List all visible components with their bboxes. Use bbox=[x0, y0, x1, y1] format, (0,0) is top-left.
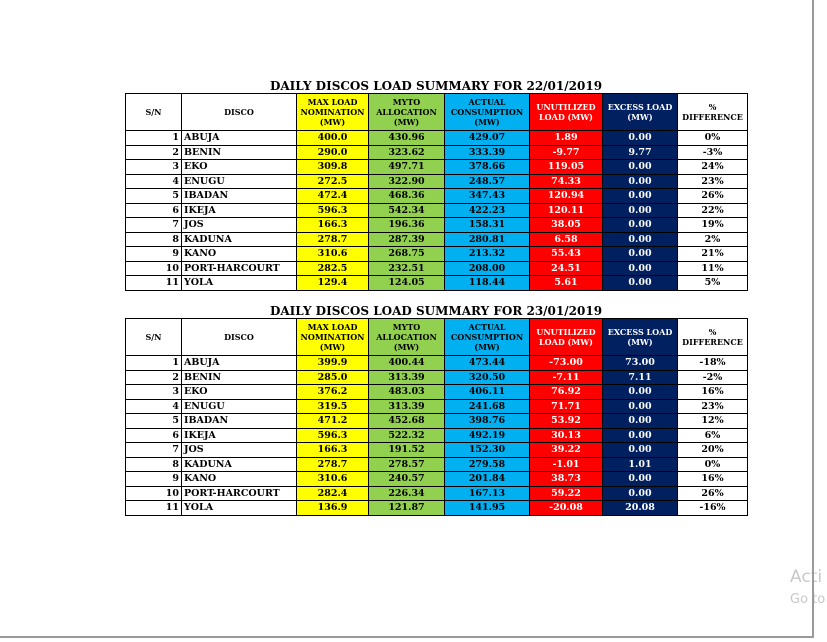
myto-cell: 240.57 bbox=[369, 472, 445, 487]
header-actual: ACTUAL CONSUMPTION (MW) bbox=[445, 94, 530, 131]
header-difference: % DIFFERENCE bbox=[678, 94, 748, 131]
unutilized-cell: -73.00 bbox=[530, 356, 603, 371]
load-summary-table bbox=[125, 318, 748, 516]
difference-cell: 12% bbox=[678, 414, 748, 429]
sn-cell: 11 bbox=[126, 276, 182, 291]
sn-cell: 9 bbox=[126, 472, 182, 487]
header-myto: MYTO ALLOCATION (MW) bbox=[369, 319, 445, 356]
table-row bbox=[126, 232, 748, 247]
disco-name-cell: JOS bbox=[182, 443, 297, 458]
difference-cell: 19% bbox=[678, 218, 748, 233]
actual-cell: 378.66 bbox=[445, 160, 530, 175]
actual-cell: 279.58 bbox=[445, 457, 530, 472]
unutilized-cell: 71.71 bbox=[530, 399, 603, 414]
myto-cell: 323.62 bbox=[369, 145, 445, 160]
difference-cell: 26% bbox=[678, 486, 748, 501]
table-row bbox=[126, 443, 748, 458]
difference-cell: 0% bbox=[678, 131, 748, 146]
max-load-cell: 319.5 bbox=[297, 399, 369, 414]
difference-cell: 0% bbox=[678, 457, 748, 472]
unutilized-cell: 38.05 bbox=[530, 218, 603, 233]
sn-cell: 4 bbox=[126, 399, 182, 414]
disco-name-cell: IKEJA bbox=[182, 428, 297, 443]
sn-cell: 8 bbox=[126, 457, 182, 472]
table-row bbox=[126, 131, 748, 146]
disco-name-cell: IBADAN bbox=[182, 414, 297, 429]
disco-name-cell: YOLA bbox=[182, 501, 297, 516]
sn-cell: 1 bbox=[126, 131, 182, 146]
summary-block-23-01-2019 bbox=[125, 304, 747, 516]
actual-cell: 201.84 bbox=[445, 472, 530, 487]
disco-name-cell: BENIN bbox=[182, 145, 297, 160]
table-title: DAILY DISCOS LOAD SUMMARY FOR 23/01/2019 bbox=[269, 304, 603, 318]
actual-cell: 429.07 bbox=[445, 131, 530, 146]
disco-name-cell: EKO bbox=[182, 160, 297, 175]
table-row bbox=[126, 457, 748, 472]
actual-cell: 333.39 bbox=[445, 145, 530, 160]
actual-cell: 118.44 bbox=[445, 276, 530, 291]
myto-cell: 313.39 bbox=[369, 399, 445, 414]
actual-cell: 158.31 bbox=[445, 218, 530, 233]
excess-cell: 0.00 bbox=[603, 174, 678, 189]
difference-cell: -16% bbox=[678, 501, 748, 516]
sn-cell: 3 bbox=[126, 385, 182, 400]
difference-cell: 23% bbox=[678, 399, 748, 414]
myto-cell: 232.51 bbox=[369, 261, 445, 276]
excess-cell: 7.11 bbox=[603, 370, 678, 385]
header-unutilized: UNUTILIZED LOAD (MW) bbox=[530, 319, 603, 356]
actual-cell: 422.23 bbox=[445, 203, 530, 218]
myto-cell: 226.34 bbox=[369, 486, 445, 501]
sn-cell: 6 bbox=[126, 203, 182, 218]
table-row bbox=[126, 486, 748, 501]
excess-cell: 0.00 bbox=[603, 261, 678, 276]
disco-name-cell: JOS bbox=[182, 218, 297, 233]
header-disco: DISCO bbox=[182, 319, 297, 356]
actual-cell: 208.00 bbox=[445, 261, 530, 276]
actual-cell: 152.30 bbox=[445, 443, 530, 458]
myto-cell: 278.57 bbox=[369, 457, 445, 472]
myto-cell: 196.36 bbox=[369, 218, 445, 233]
table-row bbox=[126, 356, 748, 371]
sn-cell: 11 bbox=[126, 501, 182, 516]
unutilized-cell: -1.01 bbox=[530, 457, 603, 472]
header-sn: S/N bbox=[126, 319, 182, 356]
difference-cell: 22% bbox=[678, 203, 748, 218]
max-load-cell: 282.4 bbox=[297, 486, 369, 501]
max-load-cell: 399.9 bbox=[297, 356, 369, 371]
header-difference: % DIFFERENCE bbox=[678, 319, 748, 356]
max-load-cell: 472.4 bbox=[297, 189, 369, 204]
table-row bbox=[126, 370, 748, 385]
actual-cell: 213.32 bbox=[445, 247, 530, 262]
excess-cell: 0.00 bbox=[603, 203, 678, 218]
header-row bbox=[126, 319, 748, 356]
watermark-line-2: Go to bbox=[790, 592, 826, 607]
myto-cell: 522.32 bbox=[369, 428, 445, 443]
max-load-cell: 309.8 bbox=[297, 160, 369, 175]
disco-name-cell: KADUNA bbox=[182, 457, 297, 472]
myto-cell: 483.03 bbox=[369, 385, 445, 400]
header-unutilized: UNUTILIZED LOAD (MW) bbox=[530, 94, 603, 131]
myto-cell: 191.52 bbox=[369, 443, 445, 458]
sn-cell: 3 bbox=[126, 160, 182, 175]
max-load-cell: 471.2 bbox=[297, 414, 369, 429]
table-row bbox=[126, 247, 748, 262]
excess-cell: 20.08 bbox=[603, 501, 678, 516]
activate-windows-watermark bbox=[790, 567, 825, 610]
difference-cell: 26% bbox=[678, 189, 748, 204]
header-max-load: MAX LOAD NOMINATION (MW) bbox=[297, 94, 369, 131]
unutilized-cell: -20.08 bbox=[530, 501, 603, 516]
difference-cell: 24% bbox=[678, 160, 748, 175]
difference-cell: 21% bbox=[678, 247, 748, 262]
actual-cell: 141.95 bbox=[445, 501, 530, 516]
table-row bbox=[126, 145, 748, 160]
table-row bbox=[126, 501, 748, 516]
myto-cell: 497.71 bbox=[369, 160, 445, 175]
header-max-load: MAX LOAD NOMINATION (MW) bbox=[297, 319, 369, 356]
myto-cell: 430.96 bbox=[369, 131, 445, 146]
difference-cell: 5% bbox=[678, 276, 748, 291]
unutilized-cell: -7.11 bbox=[530, 370, 603, 385]
sn-cell: 8 bbox=[126, 232, 182, 247]
max-load-cell: 166.3 bbox=[297, 218, 369, 233]
max-load-cell: 376.2 bbox=[297, 385, 369, 400]
disco-name-cell: PORT-HARCOURT bbox=[182, 486, 297, 501]
max-load-cell: 282.5 bbox=[297, 261, 369, 276]
table-row bbox=[126, 218, 748, 233]
actual-cell: 473.44 bbox=[445, 356, 530, 371]
disco-name-cell: EKO bbox=[182, 385, 297, 400]
header-myto: MYTO ALLOCATION (MW) bbox=[369, 94, 445, 131]
header-excess: EXCESS LOAD (MW) bbox=[603, 94, 678, 131]
excess-cell: 9.77 bbox=[603, 145, 678, 160]
unutilized-cell: 59.22 bbox=[530, 486, 603, 501]
difference-cell: 16% bbox=[678, 472, 748, 487]
table-row bbox=[126, 399, 748, 414]
max-load-cell: 400.0 bbox=[297, 131, 369, 146]
table-row bbox=[126, 203, 748, 218]
myto-cell: 468.36 bbox=[369, 189, 445, 204]
difference-cell: -2% bbox=[678, 370, 748, 385]
excess-cell: 0.00 bbox=[603, 414, 678, 429]
table-row bbox=[126, 414, 748, 429]
disco-name-cell: YOLA bbox=[182, 276, 297, 291]
excess-cell: 0.00 bbox=[603, 399, 678, 414]
unutilized-cell: 5.61 bbox=[530, 276, 603, 291]
difference-cell: 6% bbox=[678, 428, 748, 443]
actual-cell: 406.11 bbox=[445, 385, 530, 400]
max-load-cell: 310.6 bbox=[297, 247, 369, 262]
max-load-cell: 596.3 bbox=[297, 203, 369, 218]
excess-cell: 0.00 bbox=[603, 218, 678, 233]
excess-cell: 0.00 bbox=[603, 247, 678, 262]
disco-name-cell: ENUGU bbox=[182, 399, 297, 414]
table-row bbox=[126, 160, 748, 175]
sn-cell: 2 bbox=[126, 370, 182, 385]
header-actual: ACTUAL CONSUMPTION (MW) bbox=[445, 319, 530, 356]
unutilized-cell: 74.33 bbox=[530, 174, 603, 189]
max-load-cell: 129.4 bbox=[297, 276, 369, 291]
actual-cell: 167.13 bbox=[445, 486, 530, 501]
disco-name-cell: ABUJA bbox=[182, 131, 297, 146]
myto-cell: 268.75 bbox=[369, 247, 445, 262]
table-row bbox=[126, 276, 748, 291]
disco-name-cell: IBADAN bbox=[182, 189, 297, 204]
disco-name-cell: BENIN bbox=[182, 370, 297, 385]
difference-cell: 23% bbox=[678, 174, 748, 189]
table-row bbox=[126, 385, 748, 400]
myto-cell: 542.34 bbox=[369, 203, 445, 218]
difference-cell: 2% bbox=[678, 232, 748, 247]
max-load-cell: 290.0 bbox=[297, 145, 369, 160]
difference-cell: 20% bbox=[678, 443, 748, 458]
header-excess: EXCESS LOAD (MW) bbox=[603, 319, 678, 356]
load-summary-table bbox=[125, 93, 748, 291]
myto-cell: 452.68 bbox=[369, 414, 445, 429]
sn-cell: 6 bbox=[126, 428, 182, 443]
excess-cell: 1.01 bbox=[603, 457, 678, 472]
unutilized-cell: 120.11 bbox=[530, 203, 603, 218]
excess-cell: 0.00 bbox=[603, 486, 678, 501]
watermark-line-1: Acti bbox=[790, 567, 823, 587]
sn-cell: 5 bbox=[126, 189, 182, 204]
table-title: DAILY DISCOS LOAD SUMMARY FOR 22/01/2019 bbox=[269, 79, 603, 93]
max-load-cell: 278.7 bbox=[297, 232, 369, 247]
excess-cell: 0.00 bbox=[603, 428, 678, 443]
unutilized-cell: 76.92 bbox=[530, 385, 603, 400]
disco-name-cell: IKEJA bbox=[182, 203, 297, 218]
difference-cell: 16% bbox=[678, 385, 748, 400]
unutilized-cell: 38.73 bbox=[530, 472, 603, 487]
disco-name-cell: PORT-HARCOURT bbox=[182, 261, 297, 276]
difference-cell: 11% bbox=[678, 261, 748, 276]
max-load-cell: 278.7 bbox=[297, 457, 369, 472]
myto-cell: 322.90 bbox=[369, 174, 445, 189]
actual-cell: 241.68 bbox=[445, 399, 530, 414]
myto-cell: 400.44 bbox=[369, 356, 445, 371]
table-body bbox=[126, 131, 748, 291]
unutilized-cell: 53.92 bbox=[530, 414, 603, 429]
actual-cell: 347.43 bbox=[445, 189, 530, 204]
sn-cell: 9 bbox=[126, 247, 182, 262]
max-load-cell: 285.0 bbox=[297, 370, 369, 385]
unutilized-cell: 39.22 bbox=[530, 443, 603, 458]
unutilized-cell: 6.58 bbox=[530, 232, 603, 247]
myto-cell: 121.87 bbox=[369, 501, 445, 516]
table-row bbox=[126, 428, 748, 443]
excess-cell: 0.00 bbox=[603, 472, 678, 487]
max-load-cell: 272.5 bbox=[297, 174, 369, 189]
header-sn: S/N bbox=[126, 94, 182, 131]
sn-cell: 1 bbox=[126, 356, 182, 371]
sn-cell: 10 bbox=[126, 486, 182, 501]
disco-name-cell: KANO bbox=[182, 247, 297, 262]
actual-cell: 398.76 bbox=[445, 414, 530, 429]
disco-name-cell: ABUJA bbox=[182, 356, 297, 371]
unutilized-cell: 55.43 bbox=[530, 247, 603, 262]
header-disco: DISCO bbox=[182, 94, 297, 131]
excess-cell: 0.00 bbox=[603, 131, 678, 146]
disco-name-cell: KADUNA bbox=[182, 232, 297, 247]
excess-cell: 0.00 bbox=[603, 189, 678, 204]
actual-cell: 492.19 bbox=[445, 428, 530, 443]
excess-cell: 73.00 bbox=[603, 356, 678, 371]
disco-name-cell: ENUGU bbox=[182, 174, 297, 189]
table-body bbox=[126, 356, 748, 516]
difference-cell: -18% bbox=[678, 356, 748, 371]
sn-cell: 4 bbox=[126, 174, 182, 189]
actual-cell: 248.57 bbox=[445, 174, 530, 189]
myto-cell: 287.39 bbox=[369, 232, 445, 247]
table-row bbox=[126, 189, 748, 204]
unutilized-cell: 24.51 bbox=[530, 261, 603, 276]
sn-cell: 7 bbox=[126, 443, 182, 458]
table-row bbox=[126, 174, 748, 189]
sn-cell: 5 bbox=[126, 414, 182, 429]
unutilized-cell: 120.94 bbox=[530, 189, 603, 204]
max-load-cell: 166.3 bbox=[297, 443, 369, 458]
unutilized-cell: 1.89 bbox=[530, 131, 603, 146]
max-load-cell: 310.6 bbox=[297, 472, 369, 487]
excess-cell: 0.00 bbox=[603, 276, 678, 291]
myto-cell: 313.39 bbox=[369, 370, 445, 385]
sn-cell: 10 bbox=[126, 261, 182, 276]
table-row bbox=[126, 261, 748, 276]
unutilized-cell: 119.05 bbox=[530, 160, 603, 175]
sn-cell: 7 bbox=[126, 218, 182, 233]
unutilized-cell: -9.77 bbox=[530, 145, 603, 160]
table-row bbox=[126, 472, 748, 487]
excess-cell: 0.00 bbox=[603, 160, 678, 175]
excess-cell: 0.00 bbox=[603, 385, 678, 400]
difference-cell: -3% bbox=[678, 145, 748, 160]
disco-name-cell: KANO bbox=[182, 472, 297, 487]
sn-cell: 2 bbox=[126, 145, 182, 160]
myto-cell: 124.05 bbox=[369, 276, 445, 291]
max-load-cell: 596.3 bbox=[297, 428, 369, 443]
summary-block-22-01-2019 bbox=[125, 79, 747, 291]
unutilized-cell: 30.13 bbox=[530, 428, 603, 443]
actual-cell: 320.50 bbox=[445, 370, 530, 385]
header-row bbox=[126, 94, 748, 131]
excess-cell: 0.00 bbox=[603, 232, 678, 247]
excess-cell: 0.00 bbox=[603, 443, 678, 458]
max-load-cell: 136.9 bbox=[297, 501, 369, 516]
actual-cell: 280.81 bbox=[445, 232, 530, 247]
